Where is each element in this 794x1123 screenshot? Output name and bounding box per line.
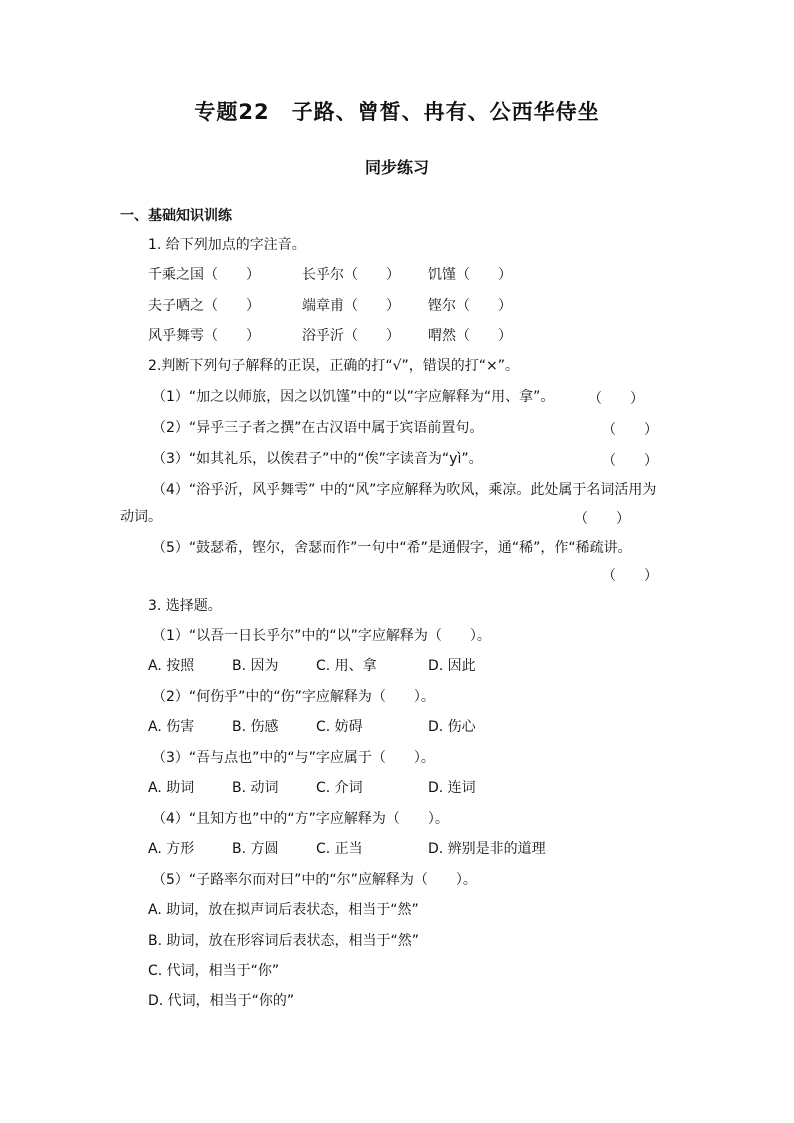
option-a: A. 按照 bbox=[148, 658, 195, 674]
option-b: B. 伤感 bbox=[232, 719, 279, 735]
option-a: A. 助词，放在拟声词后表状态，相当于“然” bbox=[148, 902, 419, 918]
option-a: A. 伤害 bbox=[148, 719, 195, 735]
option-c: C. 介词 bbox=[316, 780, 363, 796]
q1-item: 饥馑（ ） bbox=[428, 267, 512, 283]
option-c: C. 正当 bbox=[316, 841, 363, 857]
q1-item: 夫子哂之（ ） bbox=[148, 298, 260, 314]
option-a: A. 助词 bbox=[148, 780, 195, 796]
q1-stem: 1. 给下列加点的字注音。 bbox=[148, 237, 306, 253]
q1-item: 浴乎沂（ ） bbox=[302, 328, 400, 344]
q1-item: 喟然（ ） bbox=[428, 328, 512, 344]
option-b: B. 动词 bbox=[232, 780, 279, 796]
answer-paren: （ ） bbox=[602, 568, 658, 584]
q1-item: 铿尔（ ） bbox=[428, 298, 512, 314]
option-a: A. 方形 bbox=[148, 841, 195, 857]
answer-paren: （ ） bbox=[602, 453, 658, 469]
answer-paren: （ ） bbox=[588, 391, 644, 407]
q3-stem: 3. 选择题。 bbox=[148, 598, 222, 614]
q2-item-2: （2）“异乎三子者之撰”在古汉语中属于宾语前置句。 bbox=[152, 420, 484, 436]
q1-item: 风乎舞雩（ ） bbox=[148, 328, 260, 344]
option-d: D. 代词，相当于“你的” bbox=[148, 993, 295, 1009]
option-b: B. 助词，放在形容词后表状态，相当于“然” bbox=[148, 933, 420, 949]
section-heading: 一、基础知识训练 bbox=[120, 208, 232, 224]
option-c: C. 代词，相当于“你” bbox=[148, 963, 280, 979]
answer-paren: （ ） bbox=[574, 511, 630, 527]
q2-item-4: （4）“浴乎沂，风乎舞雩” 中的“风”字应解释为吹风，乘凉。此处属于名词活用为 bbox=[152, 482, 657, 498]
q3-question-1: （1）“以吾一日长乎尔”中的“以”字应解释为（ ）。 bbox=[152, 628, 491, 644]
option-b: B. 因为 bbox=[232, 658, 279, 674]
q2-item-1: （1）“加之以师旅，因之以饥馑”中的“以”字应解释为“用、拿”。 bbox=[152, 389, 555, 405]
option-b: B. 方圆 bbox=[232, 841, 279, 857]
q3-question-4: （4）“且知方也”中的“方”字应解释为（ ）。 bbox=[152, 811, 449, 827]
option-c: C. 妨碍 bbox=[316, 719, 363, 735]
q3-question-5: （5）“子路率尔而对曰”中的“尔”应解释为（ ）。 bbox=[152, 872, 477, 888]
q1-item: 长乎尔（ ） bbox=[302, 267, 400, 283]
q2-item-3: （3）“如其礼乐，以俟君子”中的“俟”字读音为“yì”。 bbox=[152, 451, 483, 467]
answer-paren: （ ） bbox=[602, 422, 658, 438]
option-d: D. 伤心 bbox=[428, 719, 476, 735]
q3-question-3: （3）“吾与点也”中的“与”字应属于（ ）。 bbox=[152, 750, 435, 766]
option-d: D. 因此 bbox=[428, 658, 476, 674]
page-subtitle: 同步练习 bbox=[364, 158, 429, 177]
option-d: D. 连词 bbox=[428, 780, 476, 796]
q3-question-2: （2）“何伤乎”中的“伤”字应解释为（ ）。 bbox=[152, 689, 435, 705]
q1-item: 千乘之国（ ） bbox=[148, 267, 260, 283]
option-d: D. 辨别是非的道理 bbox=[428, 841, 546, 857]
q2-stem: 2.判断下列句子解释的正误，正确的打“√”，错误的打“×”。 bbox=[148, 358, 520, 374]
q2-item-5: （5）“鼓瑟希，铿尔，舍瑟而作”一句中“希”是通假字，通“稀”，作“稀疏讲。 bbox=[152, 540, 632, 556]
q1-item: 端章甫（ ） bbox=[302, 298, 400, 314]
q2-item-4-cont: 动词。 bbox=[120, 509, 162, 525]
option-c: C. 用、拿 bbox=[316, 658, 377, 674]
page-title: 专题22 子路、曾皙、冉有、公西华侍坐 bbox=[194, 100, 600, 124]
